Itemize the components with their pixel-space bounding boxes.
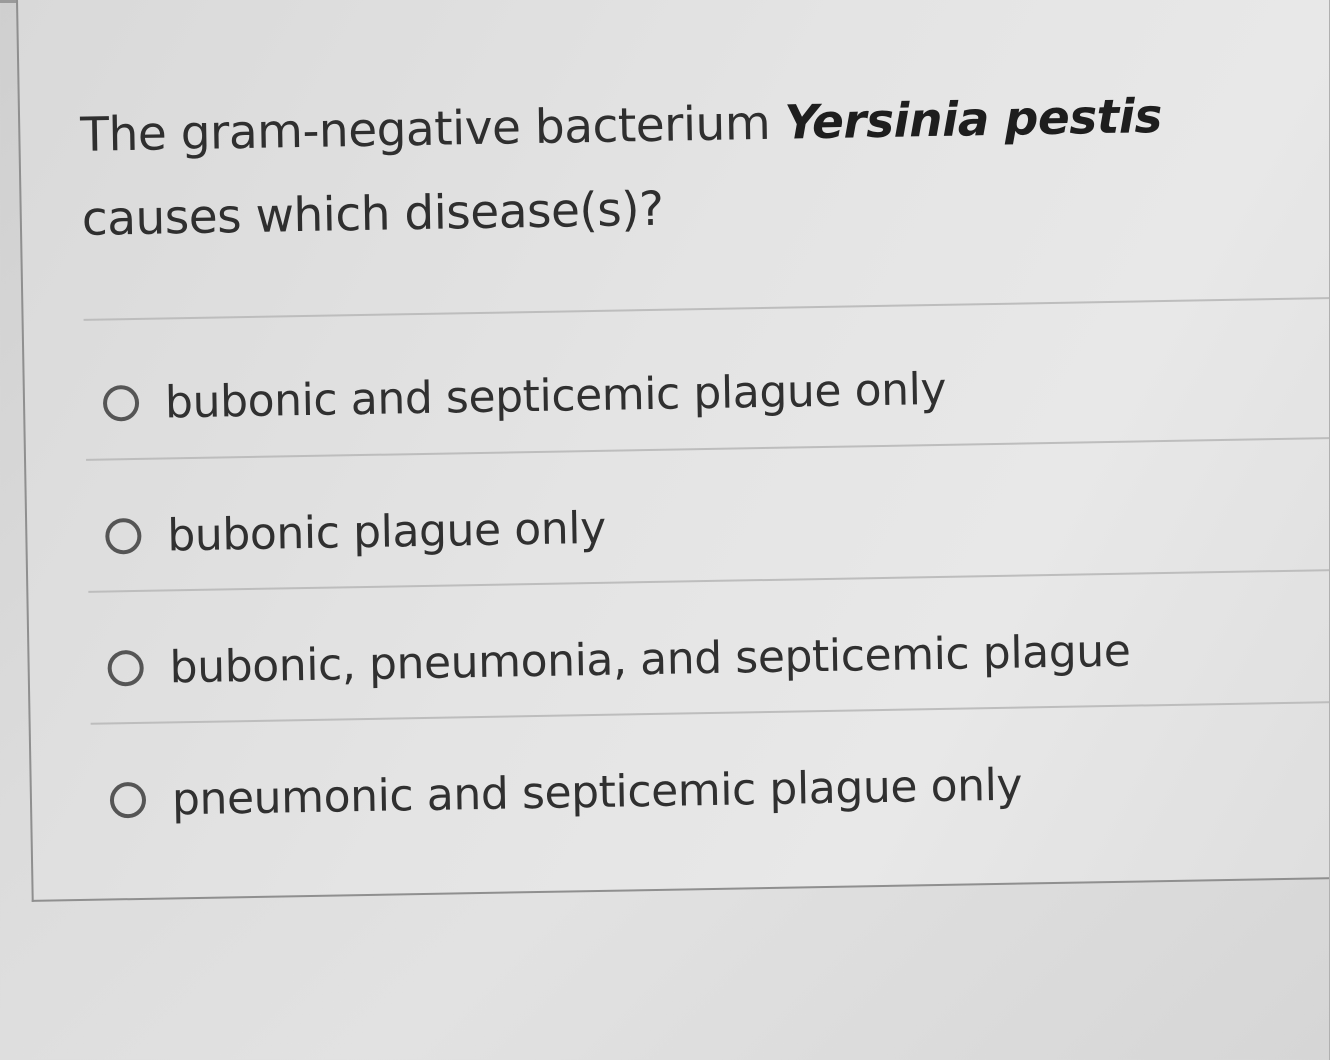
answer-option[interactable] xyxy=(103,359,947,434)
question-stem xyxy=(80,73,1283,262)
question-card xyxy=(16,0,1330,902)
answer-option[interactable] xyxy=(105,498,606,567)
radio-button[interactable] xyxy=(105,518,142,555)
divider xyxy=(91,700,1330,725)
answer-option-label: bubonic, pneumonia, and septicemic plague xyxy=(169,625,1131,693)
answer-option-label: pneumonic and septicemic plague only xyxy=(171,759,1023,825)
answer-option[interactable] xyxy=(107,621,1131,699)
divider xyxy=(84,296,1330,321)
divider xyxy=(86,436,1330,461)
radio-button[interactable] xyxy=(103,385,140,422)
answer-option-label: bubonic and septicemic plague only xyxy=(164,363,947,428)
radio-button[interactable] xyxy=(107,650,144,687)
answer-option-label: bubonic plague only xyxy=(166,502,607,561)
question-text-before: The gram-negative bacterium xyxy=(79,95,786,163)
answer-option[interactable] xyxy=(109,755,1022,831)
organism-name: Yersinia pestis xyxy=(784,89,1163,151)
divider xyxy=(88,568,1330,593)
question-text-after: causes which disease(s)? xyxy=(81,181,664,247)
radio-button[interactable] xyxy=(110,782,147,819)
